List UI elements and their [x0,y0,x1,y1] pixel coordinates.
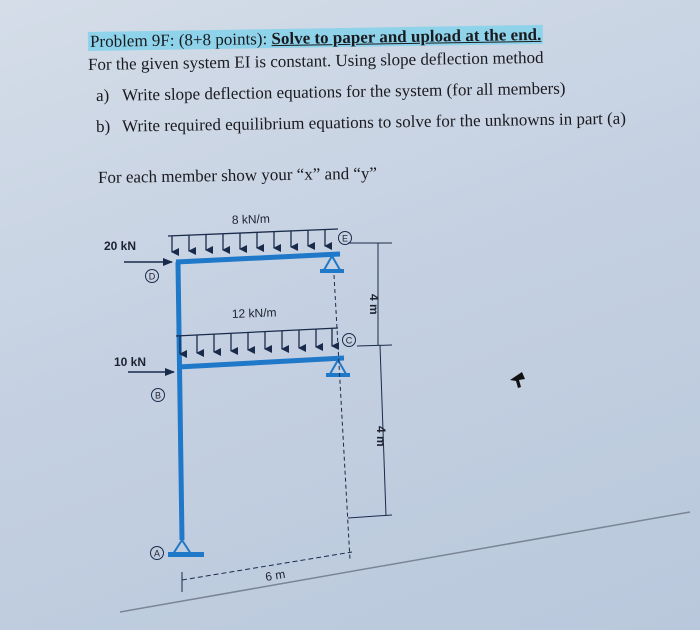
dim-bottom-extension [348,515,392,518]
node-d-label: D [148,271,156,282]
dim-mid-extension [357,345,392,346]
middle-load-label: 12 kN/m [231,305,277,321]
beam-b-c [178,358,344,367]
node-a-label: A [153,548,161,559]
part-a-label: a) [95,85,110,105]
force-10kn-label: 10 kN [114,355,147,369]
title-instruction: Solve to paper and upload at the end. [271,24,542,49]
support-reference-line [334,275,350,560]
mouse-cursor-icon [510,372,525,388]
beam-d-e [176,254,340,262]
node-b-label: B [154,390,162,401]
pin-support-a [168,540,204,557]
force-20kn-label: 20 kN [104,239,137,253]
title-prefix: Problem 9F: (8+8 points): [89,29,268,51]
pin-support-c [326,360,350,377]
part-a-text: Write slope deflection equations for the system (for all members) [121,78,566,105]
dim-span-label: 6 m [264,567,287,584]
top-distributed-load [168,229,338,252]
node-d-marker [146,270,159,283]
node-c-marker [343,334,356,347]
given-statement: For the given system EI is constant. Using slope deflection method [87,47,544,74]
pin-support-e [320,256,344,273]
node-e-label: E [341,233,349,244]
part-b-text: Write required equilibrium equations to solve for the unknowns in part (a) [121,108,627,136]
top-load-label: 8 kN/m [231,211,271,227]
paper-edge-line [120,512,690,612]
middle-distributed-load [176,328,338,354]
column-a-d [178,262,182,540]
dim-upper-label: 4 m [367,294,381,315]
node-b-marker [152,389,165,402]
node-a-marker [151,547,164,560]
node-c-label: C [345,335,353,346]
dim-lower-label: 4 m [374,426,388,447]
member-note: For each member show your “x” and “y” [97,163,378,187]
part-b-label: b) [95,116,111,136]
